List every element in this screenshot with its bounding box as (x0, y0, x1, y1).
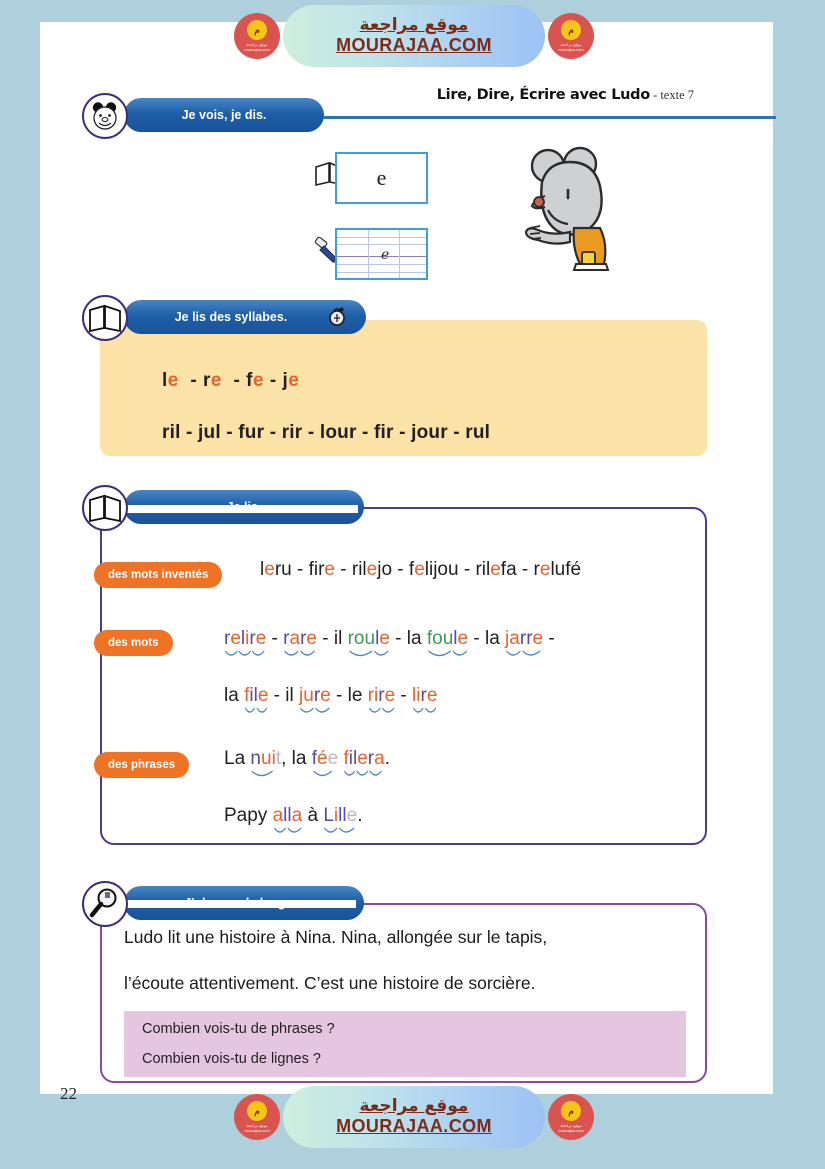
row-mots-inventes-line-1: leru - fire - rilejo - felijou - rilefa - relufé (260, 559, 582, 580)
questions-block (124, 1011, 686, 1077)
section-je-vois-je-dis (82, 87, 694, 263)
magnifier-icon (82, 881, 128, 927)
watermark-badge-text: موقع مراجعة mourajaa.com (558, 1123, 584, 1133)
badge-label: des mots inventés (108, 569, 209, 581)
je-lis-box (100, 507, 707, 845)
badge-label: des mots (108, 637, 159, 649)
question-phrases: Combien vois-tu de phrases ? (142, 1021, 335, 1037)
header-rule (320, 116, 776, 119)
open-book-icon (82, 485, 128, 531)
watermark-badge-text: موقع مراجعة mourajaa.com (558, 42, 584, 52)
section-pill-je-vois-je-dis[interactable] (124, 98, 324, 132)
section-header (82, 87, 694, 136)
watermark-badge-left (234, 1094, 280, 1140)
section-pill-syllabes[interactable] (124, 300, 366, 334)
watermark-logo-icon: م (247, 20, 267, 40)
watermark-domain: MOURAJAA.COM (336, 1115, 492, 1136)
row-phrases-line-1: La nuit , la fée filera . (224, 748, 390, 770)
letter-demo-area (222, 148, 692, 288)
observe-box (100, 903, 707, 1083)
section-observe-la-langue (82, 886, 707, 1067)
watermark-arabic: موقع مراجعة (359, 1096, 469, 1117)
mouse-face-icon (82, 93, 128, 139)
watermark-pill (283, 1086, 545, 1148)
title-main: Lire, Dire, Écrire avec Ludo (436, 87, 650, 103)
printed-letter: e (376, 165, 387, 190)
magnifier-bell-icon (328, 306, 348, 328)
section-syllabes (82, 300, 707, 443)
question-lignes: Combien vois-tu de lignes ? (142, 1051, 321, 1067)
observe-text-line-1: Ludo lit une histoire à Nina. Nina, allongée sur le tapis, (124, 927, 548, 947)
cursive-letter: e (381, 247, 390, 263)
watermark-badge-text: موقع مراجعة mourajaa.com (244, 1123, 270, 1133)
section-label: Je vois, je dis. (181, 108, 267, 122)
printed-letter-box (335, 152, 428, 204)
open-book-icon (82, 295, 128, 341)
watermark-logo-icon: م (561, 20, 581, 40)
page-number: 22 (60, 1084, 77, 1103)
badge-des-mots-inventes (94, 562, 222, 588)
section-je-lis (82, 490, 707, 826)
syllables-line-2: ril - jul - fur - rir - lour - fir - jour - rul (162, 422, 491, 443)
section-label: Je lis des syllabes. (174, 310, 288, 324)
badge-des-phrases (94, 752, 189, 778)
watermark-domain: MOURAJAA.COM (336, 34, 492, 55)
row-mots-line-2: la file - il jure - le rire - lire (224, 685, 437, 707)
ludo-mouse-illustration (512, 144, 632, 279)
worksheet-title (437, 86, 694, 104)
section-header (82, 300, 707, 338)
syllables-line-1: le - re - fe - je (162, 370, 300, 391)
syllables-box (100, 320, 707, 456)
watermark-logo-icon: م (561, 1101, 581, 1121)
watermark-badge-right (548, 1094, 594, 1140)
watermark-arabic: موقع مراجعة (359, 15, 469, 36)
watermark-logo-icon: م (247, 1101, 267, 1121)
observe-text-line-2: l’écoute attentivement. C’est une histoire de sorcière. (124, 973, 536, 993)
badge-des-mots (94, 630, 173, 656)
row-mots-line-1: relire - rare - il roule - la foule - la jarre - (224, 628, 555, 650)
title-sub: - texte 7 (649, 88, 694, 102)
cursive-letter-box (335, 228, 428, 280)
watermark-badge-text: موقع مراجعة mourajaa.com (244, 42, 270, 52)
badge-label: des phrases (108, 759, 176, 771)
row-phrases-line-2: Papy alla à Lille . (224, 805, 362, 827)
